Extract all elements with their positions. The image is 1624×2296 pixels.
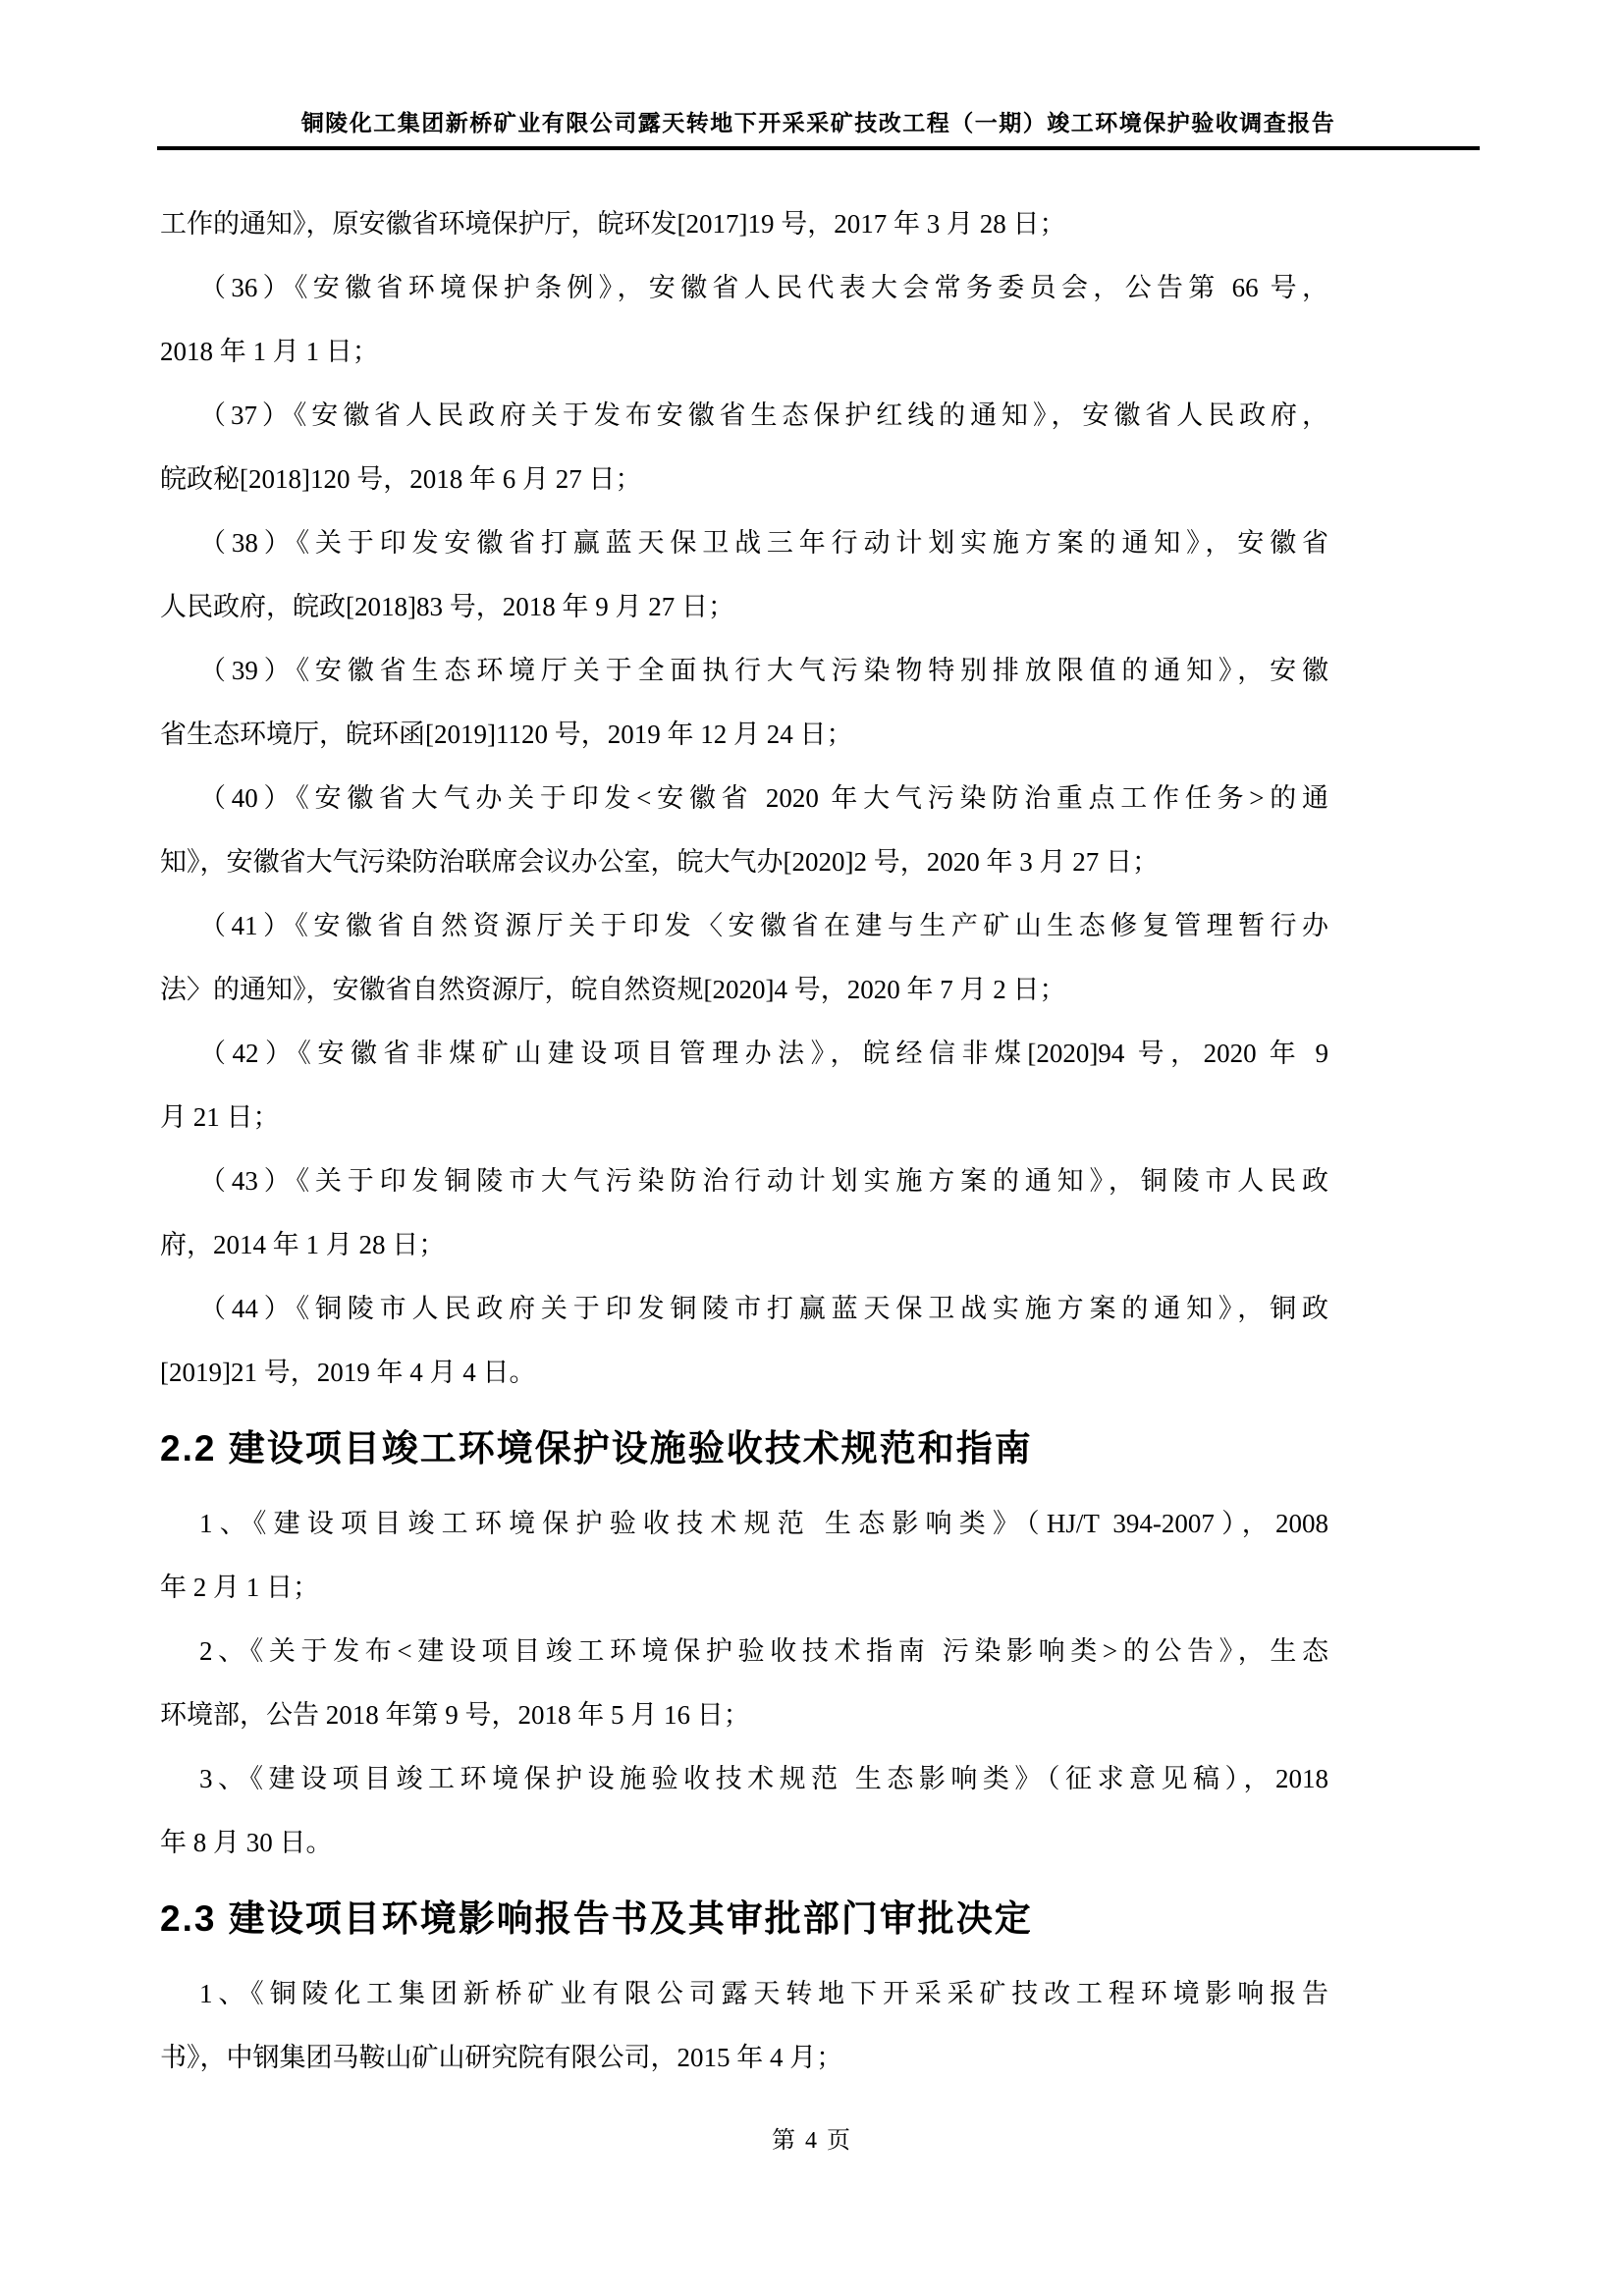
ref-36-line-1: （36）《安徽省环境保护条例》，安徽省人民代表大会常务委员会，公告第 66 号，: [199, 273, 1328, 302]
sec22-item-2-line-1: 2、《关于发布<建设项目竣工环境保护验收技术指南 污染影响类>的公告》，生态: [199, 1636, 1328, 1666]
sec22-item-3-line-1: 3、《建设项目竣工环境保护设施验收技术规范 生态影响类》（征求意见稿），2018: [199, 1764, 1328, 1793]
ref-43-line-1: （43）《关于印发铜陵市大气污染防治行动计划实施方案的通知》，铜陵市人民政: [199, 1166, 1328, 1196]
page-number: 第 4 页: [772, 2128, 852, 2154]
ref-44-line-1: （44）《铜陵市人民政府关于印发铜陵市打赢蓝天保卫战实施方案的通知》，铜政: [199, 1294, 1328, 1323]
ref-36-line-2: 2018 年 1 月 1 日；: [160, 337, 379, 366]
page-header: [157, 110, 1480, 150]
ref-44-line-2: [2019]21 号，2019 年 4 月 4 日。: [160, 1358, 536, 1387]
ref-37-line-1: （37）《安徽省人民政府关于发布安徽省生态保护红线的通知》，安徽省人民政府，: [199, 400, 1328, 430]
header-title: 铜陵化工集团新桥矿业有限公司露天转地下开采采矿技改工程（一期）竣工环境保护验收调查报告: [300, 111, 1336, 135]
ref-41-line-1: （41）《安徽省自然资源厅关于印发〈安徽省在建与生产矿山生态修复管理暂行办: [199, 911, 1328, 940]
ref-37-line-2: 皖政秘[2018]120 号，2018 年 6 月 27 日；: [160, 464, 642, 494]
sec22-item-2-line-2: 环境部，公告 2018 年第 9 号，2018 年 5 月 16 日；: [160, 1700, 750, 1730]
page-footer: [0, 2123, 1624, 2159]
ref-43-line-2: 府，2014 年 1 月 28 日；: [160, 1230, 446, 1259]
ref-38-line-1: （38）《关于印发安徽省打赢蓝天保卫战三年行动计划实施方案的通知》，安徽省: [199, 528, 1328, 558]
ref-41-line-2: 法〉的通知》，安徽省自然资源厅，皖自然资规[2020]4 号，2020 年 7 月 2 日；: [160, 975, 1066, 1004]
section-2-3-heading: 2.3 建设项目环境影响报告书及其审批部门审批决定: [160, 1898, 1033, 1939]
sec22-item-1-line-2: 年 2 月 1 日；: [160, 1573, 319, 1602]
intro-continuation-line: 工作的通知》，原安徽省环境保护厅，皖环发[2017]19 号，2017 年 3 月 28 日；: [160, 209, 1066, 239]
sec22-item-3-line-2: 年 8 月 30 日。: [160, 1828, 333, 1857]
ref-39-line-2: 省生态环境厅，皖环函[2019]1120 号，2019 年 12 月 24 日；: [160, 720, 853, 749]
section-2-2-heading: 2.2 建设项目竣工环境保护设施验收技术规范和指南: [160, 1428, 1033, 1468]
ref-42-line-2: 月 21 日；: [160, 1102, 280, 1132]
ref-40-line-2: 知》，安徽省大气污染防治联席会议办公室，皖大气办[2020]2 号，2020 年 3 月 27 日；: [160, 847, 1159, 877]
sec22-item-1-line-1: 1、《建设项目竣工环境保护验收技术规范 生态影响类》（HJ/T 394-2007），2008: [199, 1509, 1328, 1538]
ref-38-line-2: 人民政府，皖政[2018]83 号，2018 年 9 月 27 日；: [160, 592, 734, 621]
ref-39-line-1: （39）《安徽省生态环境厅关于全面执行大气污染物特别排放限值的通知》，安徽: [199, 656, 1328, 685]
sec23-item-1-line-1: 1、《铜陵化工集团新桥矿业有限公司露天转地下开采采矿技改工程环境影响报告: [199, 1979, 1328, 2008]
document-body: [160, 192, 1328, 2090]
ref-40-line-1: （40）《安徽省大气办关于印发<安徽省 2020 年大气污染防治重点工作任务>的通: [199, 783, 1328, 813]
sec23-item-1-line-2: 书》，中钢集团马鞍山矿山研究院有限公司，2015 年 4 月；: [160, 2043, 843, 2072]
ref-42-line-1: （42）《安徽省非煤矿山建设项目管理办法》，皖经信非煤[2020]94 号，2020 年 9: [199, 1039, 1328, 1068]
